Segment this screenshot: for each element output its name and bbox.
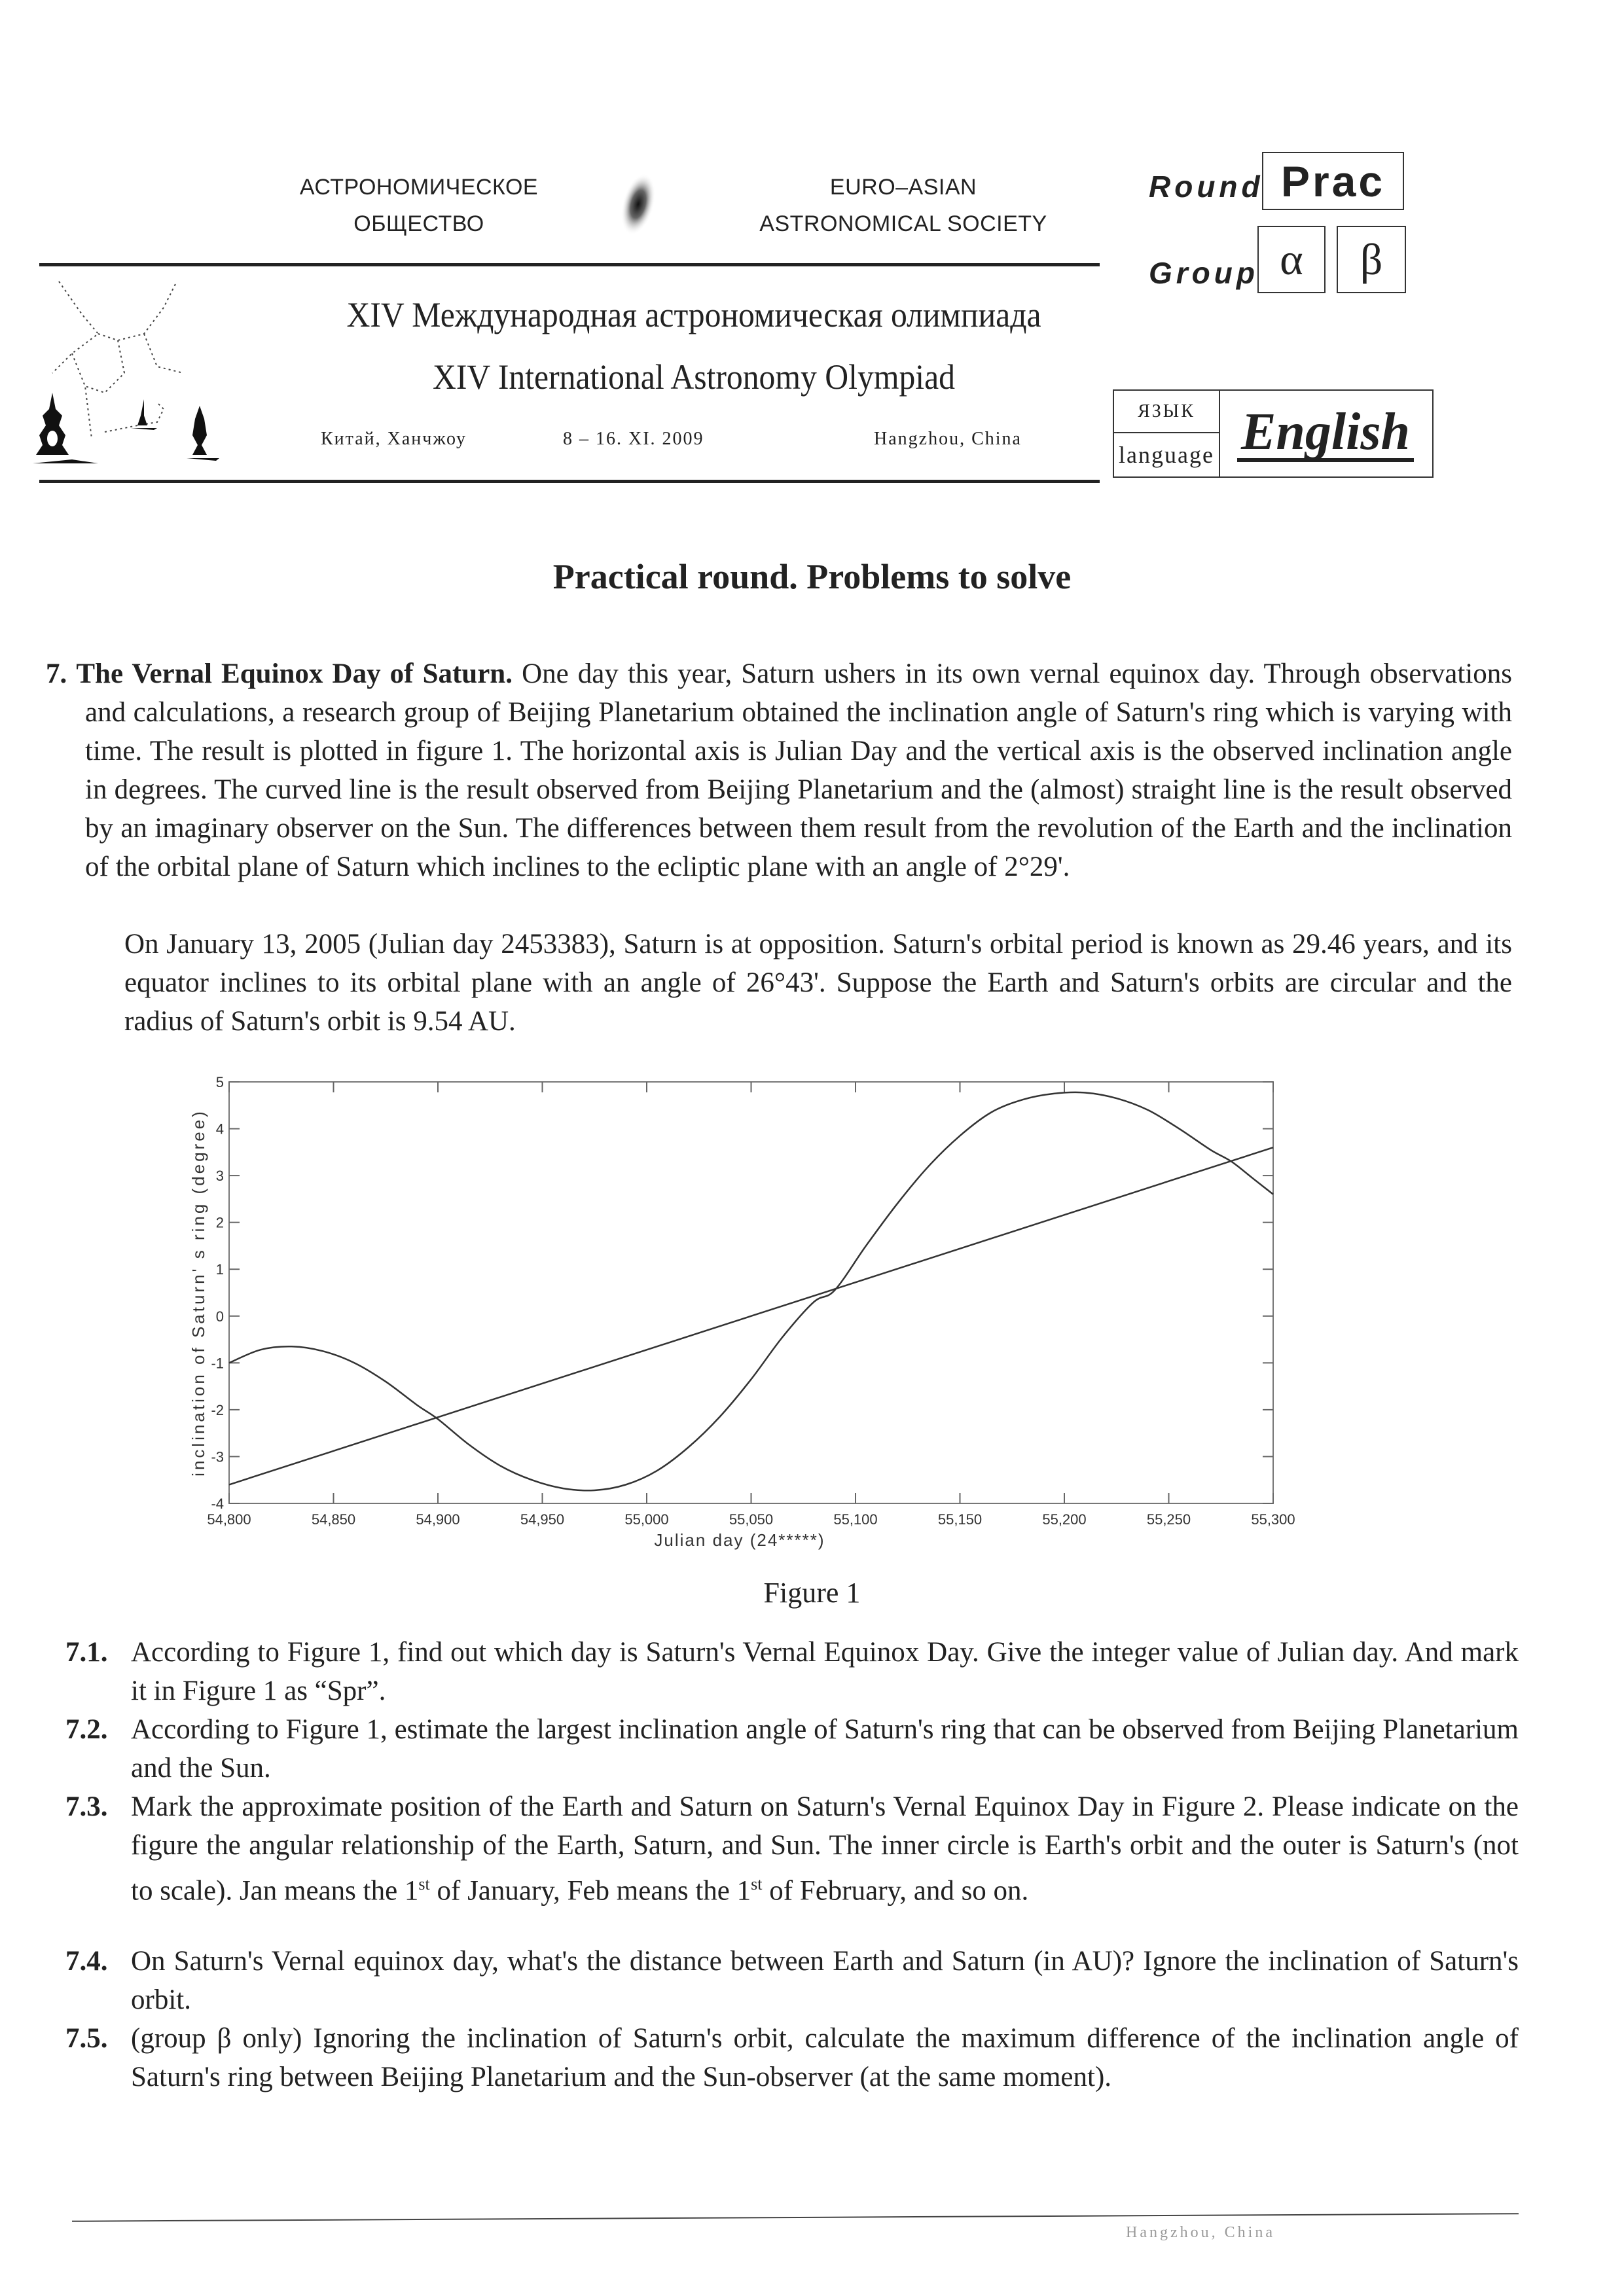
problem-title: The Vernal Equinox Day of Saturn. [76,658,513,689]
section-heading: Practical round. Problems to solve [552,557,1072,596]
y-tick-label: -1 [211,1355,224,1372]
location-en: Hangzhou, China [874,429,1022,449]
sun-observer-line [229,1147,1273,1484]
group-beta-box[interactable] [1337,226,1406,293]
location-ru: Китай, Ханчжоу [321,429,467,449]
round-value: Prac [1280,156,1386,206]
x-tick-label: 55,050 [729,1511,774,1528]
footer-divider [72,2213,1519,2222]
problem-intro [46,655,1513,886]
beijing-curve-line [229,1092,1273,1490]
question-number: 7.4. [65,1946,108,1977]
question-number: 7.3. [65,1791,108,1822]
round-value-box [1262,152,1404,210]
galaxy-logo-icon [609,167,668,242]
x-tick-label: 55,000 [624,1511,669,1528]
x-tick-label: 54,900 [416,1511,460,1528]
question-number: 7.1. [65,1637,108,1668]
org-name-en-line1: EURO–ASIAN [829,175,977,200]
language-label-en: language [1114,432,1220,478]
chart-x-axis-label: Julian day (24*****) [654,1530,825,1550]
y-tick-label: 2 [215,1214,224,1231]
problem-number: 7. [46,658,67,689]
problem-intro-2 [124,925,1512,1041]
round-label: Round [1149,170,1264,204]
x-tick-label: 54,850 [311,1511,356,1528]
y-tick-label: 0 [215,1308,224,1325]
y-tick-label: -4 [211,1496,224,1512]
question-text: According to Figure 1, find out which day is Saturn's Vernal Equinox Day. Give the integer value of Julian day. And mark it in Figure 1 as “Spr”. [131,1637,1519,1706]
y-tick-label: 3 [215,1168,224,1185]
x-tick-label: 55,200 [1042,1511,1087,1528]
question-7-3 [65,1787,1519,1910]
org-name-ru-line2: ОБЩЕСТВО [353,211,484,236]
header-divider-top [39,263,1100,266]
x-tick-label: 54,950 [520,1511,565,1528]
x-tick-label: 55,300 [1251,1511,1295,1528]
superscript-st: st [751,1874,763,1893]
footer-location: Hangzhou, China [1126,2224,1275,2241]
x-tick-label: 55,150 [937,1511,983,1528]
header-divider-bottom [39,480,1100,483]
question-text: (group β only) Ignoring the inclination of Saturn's orbit, calculate the maximum difference of the inclination angle of Saturn's ring between Beijing Planetarium and the Sun-observer (at the same moment). [131,2023,1519,2092]
question-text-part: Mark the approximate position of the Earth and Saturn on Saturn's Vernal Equinox Day in Figure 2. Please indicate on the figure the angular relationship of the Earth, Saturn, and Sun. The inner circle is Earth's orbit and the outer is Saturn's (not to scale). Jan means the 1 [131,1791,1519,1907]
question-7-4 [65,1942,1519,2019]
x-tick-label: 55,250 [1146,1511,1191,1528]
problem-intro2-text: On January 13, 2005 (Julian day 2453383), Saturn is at opposition. Saturn's orbital period is known as 29.46 years, and its equator inclines to its orbital plane with an angle of 26°43'. Suppose the Earth and Saturn's orbits are circular and the radius of Saturn's orbit is 9.54 AU. [124,929,1512,1037]
pagoda-constellation-icon [33,268,281,484]
question-number: 7.2. [65,1714,108,1745]
question-7-1 [65,1633,1519,1710]
question-7-2 [65,1710,1519,1787]
language-box [1113,389,1434,478]
language-value-cell [1219,391,1432,476]
question-text: On Saturn's Vernal equinox day, what's the distance between Earth and Saturn (in AU)? Ignore the inclination of Saturn's orbit. [131,1946,1519,2015]
problem-intro-text: One day this year, Saturn ushers in its own vernal equinox day. Through observations and calculations, a research group of Beijing Planetarium obtained the inclination angle of Saturn's ring which is varying with time. The result is plotted in figure 1. The horizontal axis is Julian Day and the vertical axis is the observed inclination angle in degrees. The curved line is the result observed from Beijing Planetarium and the (almost) straight line is the result observed by an imaginary observer on the Sun. The differences between them result from the revolution of the Earth and the inclination of the orbital plane of Saturn which inclines to the ecliptic plane with an angle of 2°29'. [85,658,1513,882]
question-7-5 [65,2019,1519,2096]
question-text-part: of January, Feb means the 1 [429,1875,751,1907]
org-name-en [727,169,1080,242]
question-text-part: of February, and so on. [762,1875,1029,1907]
figure-1-caption: Figure 1 [763,1577,861,1609]
x-tick-label: 55,100 [833,1511,878,1528]
language-label-ru: ЯЗЫК [1114,391,1220,433]
chart-plot-frame [229,1082,1273,1503]
question-text [131,1787,1519,1910]
figure-1-chart [0,1047,1624,1571]
org-name-ru [262,169,576,242]
group-beta: β [1360,234,1383,284]
olympiad-title-en: XIV International Astronomy Olympiad [433,357,955,397]
question-number: 7.5. [65,2023,108,2054]
group-alpha: α [1280,234,1303,284]
superscript-st: st [418,1874,430,1893]
org-name-en-line2: ASTRONOMICAL SOCIETY [759,211,1047,236]
language-value: English [1237,406,1414,462]
group-label: Group [1149,256,1259,290]
y-tick-label: 4 [215,1121,224,1138]
olympiad-title-ru: XIV Международная астрономическая олимпиада [346,295,1041,334]
y-tick-label: -3 [211,1448,224,1465]
olympiad-dates: 8 – 16. XI. 2009 [563,429,704,449]
group-alpha-box[interactable] [1257,226,1326,293]
x-tick-label: 54,800 [207,1511,251,1528]
question-text: According to Figure 1, estimate the largest inclination angle of Saturn's ring that can be observed from Beijing Planetarium and the Sun. [131,1714,1519,1784]
y-tick-label: 5 [215,1074,224,1090]
chart-y-axis-label: inclination of Saturn' s ring (degree) [189,1109,208,1477]
y-tick-label: -2 [211,1401,224,1418]
y-tick-label: 1 [215,1261,224,1278]
org-name-ru-line1: АСТРОНОМИЧЕСКОЕ [299,175,539,200]
